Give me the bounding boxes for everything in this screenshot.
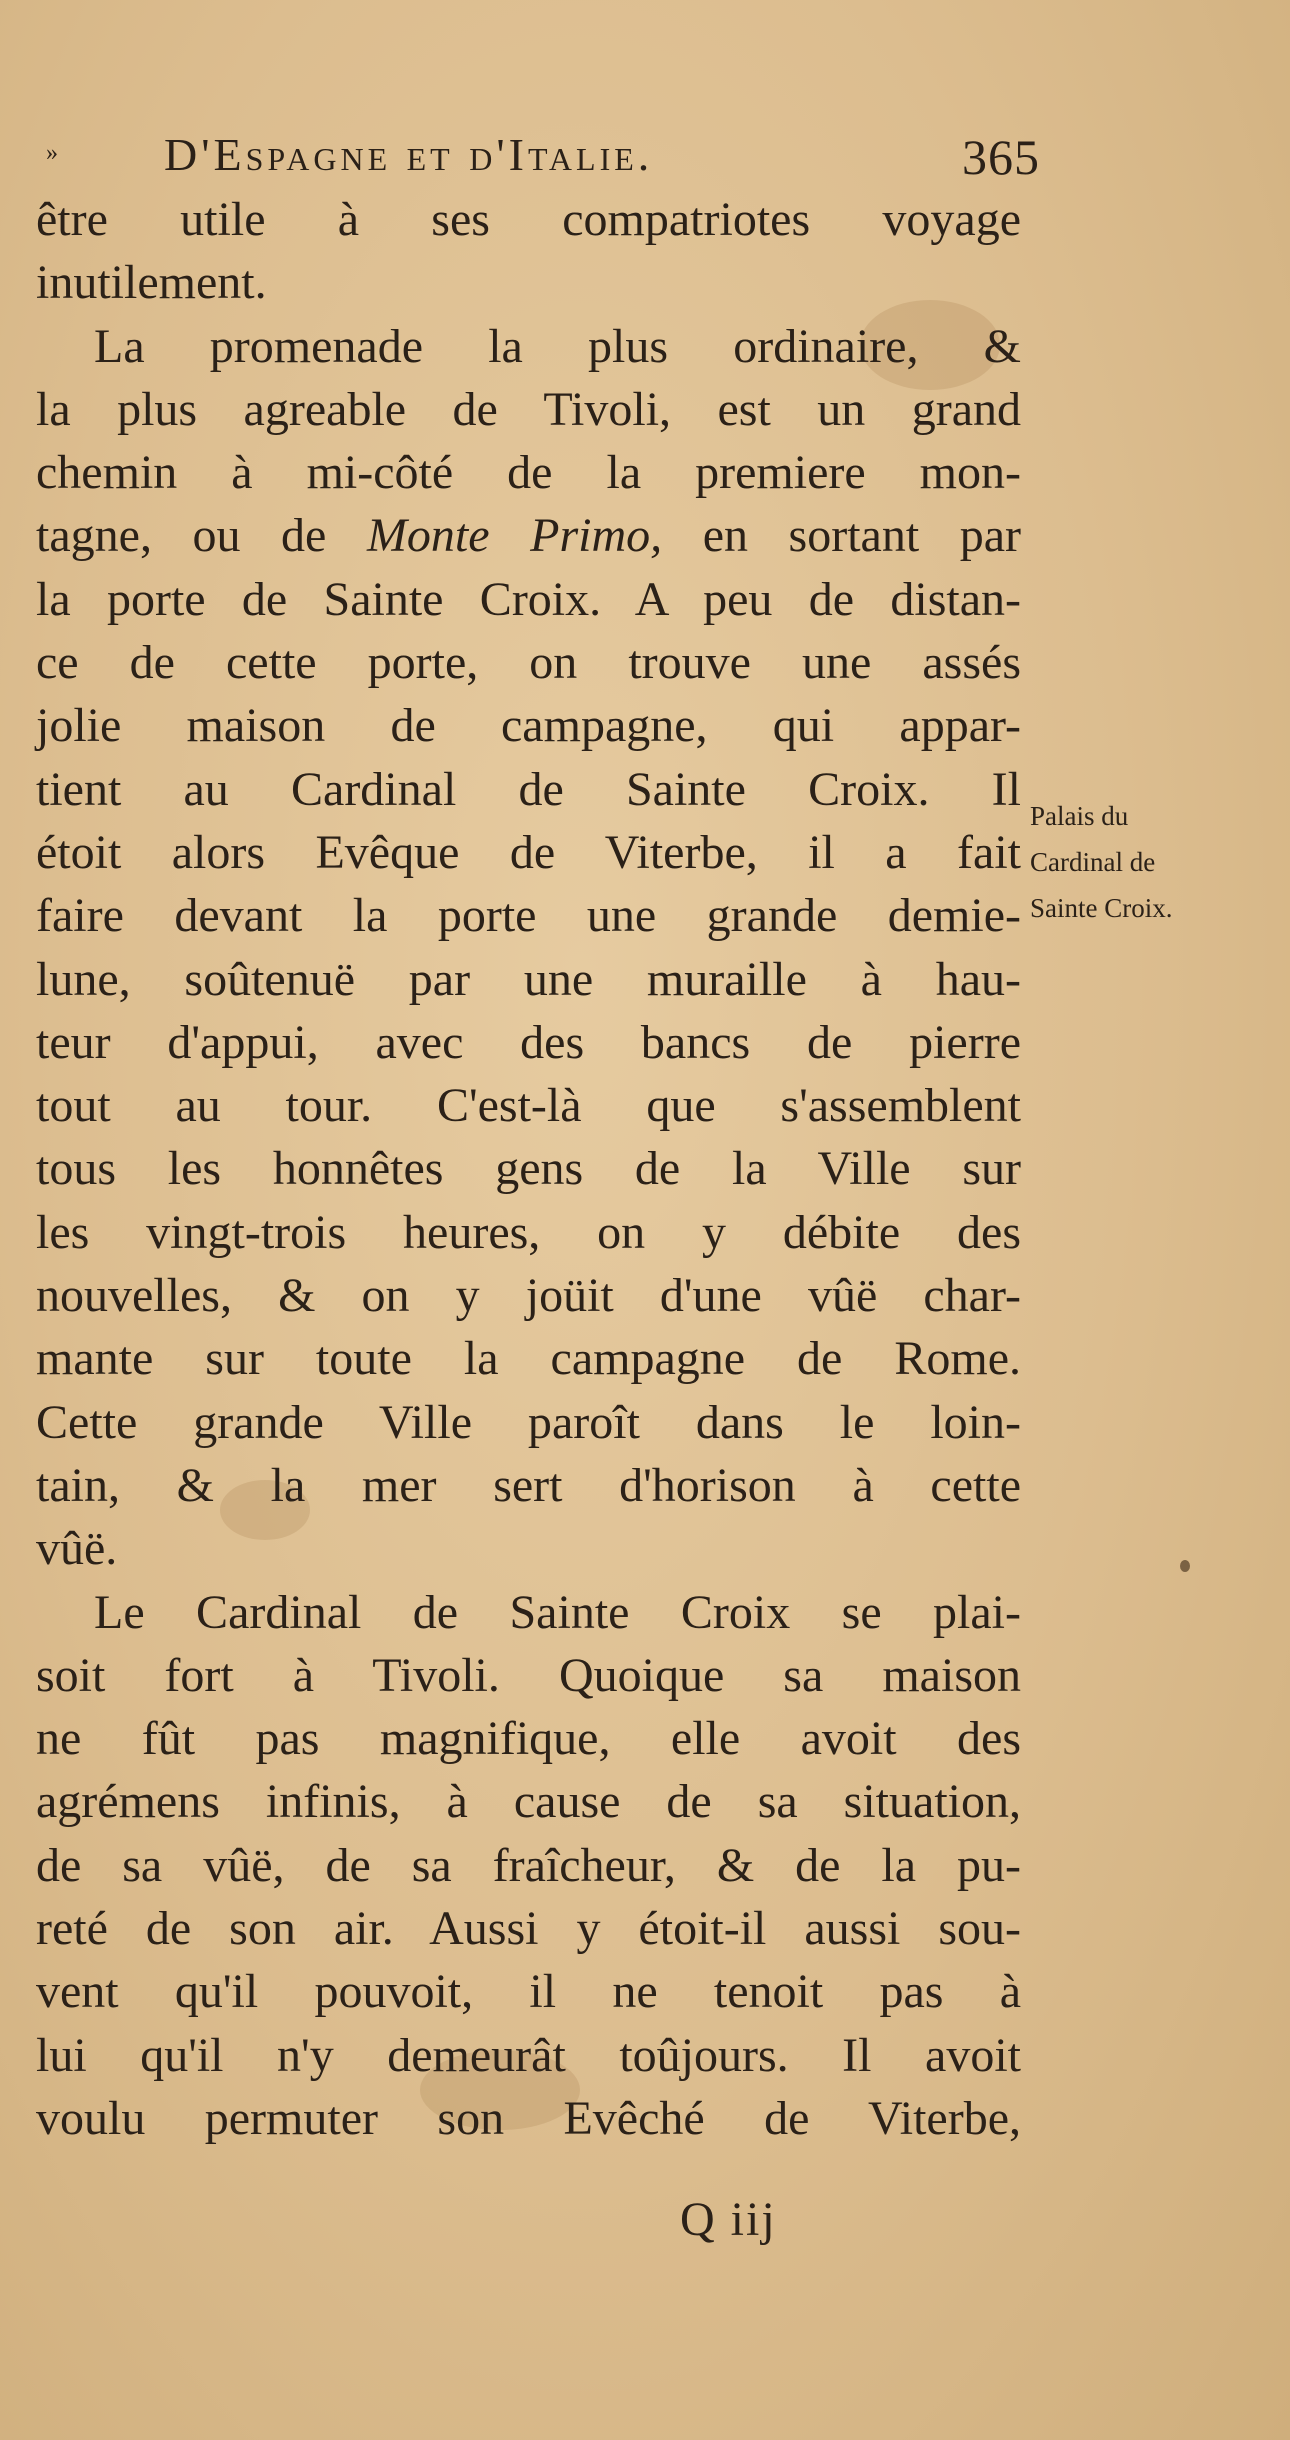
text-line: de sa vûë, de sa fraîcheur, & de la pu-	[36, 1838, 1021, 1892]
text-line: ce de cette porte, on trouve une assés	[36, 636, 1021, 690]
text-line: jolie maison de campagne, qui appar-	[36, 699, 1021, 753]
text-line: lune, soûtenuë par une muraille à hau-	[36, 952, 1021, 1006]
text-line: voulu permuter son Evêché de Viterbe,	[36, 2091, 1021, 2145]
italic-place-name: Monte Primo,	[366, 509, 663, 563]
catchword-signature: Q iij	[680, 2193, 777, 2246]
text-line: tain, & la mer sert d'horison à cette	[36, 1458, 1021, 1512]
text-segment: tagne, ou de	[36, 509, 327, 563]
text-line: vûë.	[36, 1522, 118, 1576]
margin-note	[1030, 793, 1280, 931]
text-line: être utile à ses compatriotes voyage	[36, 193, 1021, 246]
paper-stain	[1180, 1560, 1190, 1572]
text-segment: en sortant par	[702, 509, 1022, 563]
text-line: la porte de Sainte Croix. A peu de distan-	[36, 572, 1021, 626]
text-line: tout au tour. C'est-là que s'assemblent	[36, 1079, 1021, 1133]
page-number: 365	[962, 129, 1040, 185]
running-title: D'Espagne et d'Italie.	[164, 129, 654, 180]
margin-note-line: Sainte Croix.	[1030, 893, 1173, 923]
text-line: Cette grande Ville paroît dans le loin-	[36, 1395, 1021, 1449]
text-line: mante sur toute la campagne de Rome.	[36, 1332, 1021, 1386]
text-line: soit fort à Tivoli. Quoique sa maison	[36, 1648, 1021, 1702]
text-line: chemin à mi-côté de la premiere mon-	[36, 446, 1021, 500]
margin-note-line: Cardinal de	[1030, 847, 1156, 877]
paragraph-start-line: La promenade la plus ordinaire, &	[94, 319, 1021, 373]
text-line: reté de son air. Aussi y étoit-il aussi sou-	[36, 1902, 1021, 1956]
text-line: tient au Cardinal de Sainte Croix. Il	[36, 762, 1021, 816]
paragraph-start-line: Le Cardinal de Sainte Croix se plai-	[94, 1585, 1021, 1639]
running-header	[34, 128, 1040, 188]
text-line: vent qu'il pouvoit, il ne tenoit pas à	[36, 1965, 1021, 2019]
body-text	[36, 188, 1021, 2150]
text-line: inutilement.	[36, 256, 267, 310]
text-line: agrémens infinis, à cause de sa situation,	[36, 1775, 1021, 1829]
text-line: ne fût pas magnifique, elle avoit des	[36, 1712, 1021, 1766]
text-line: faire devant la porte une grande demie-	[36, 889, 1021, 943]
text-line: tous les honnêtes gens de la Ville sur	[36, 1142, 1021, 1196]
text-line: les vingt-trois heures, on y débite des	[36, 1205, 1021, 1259]
text-line: teur d'appui, avec des bancs de pierre	[36, 1015, 1021, 1069]
margin-note-line: Palais du	[1030, 801, 1129, 831]
text-line: lui qu'il n'y demeurât toûjours. Il avoit	[36, 2028, 1021, 2082]
text-line: nouvelles, & on y joüit d'une vûë char-	[36, 1269, 1021, 1323]
text-line	[36, 504, 1021, 567]
header-mark: »	[46, 140, 62, 166]
text-line: la plus agreable de Tivoli, est un grand	[36, 382, 1021, 436]
text-line: étoit alors Evêque de Viterbe, il a fait	[36, 825, 1021, 879]
